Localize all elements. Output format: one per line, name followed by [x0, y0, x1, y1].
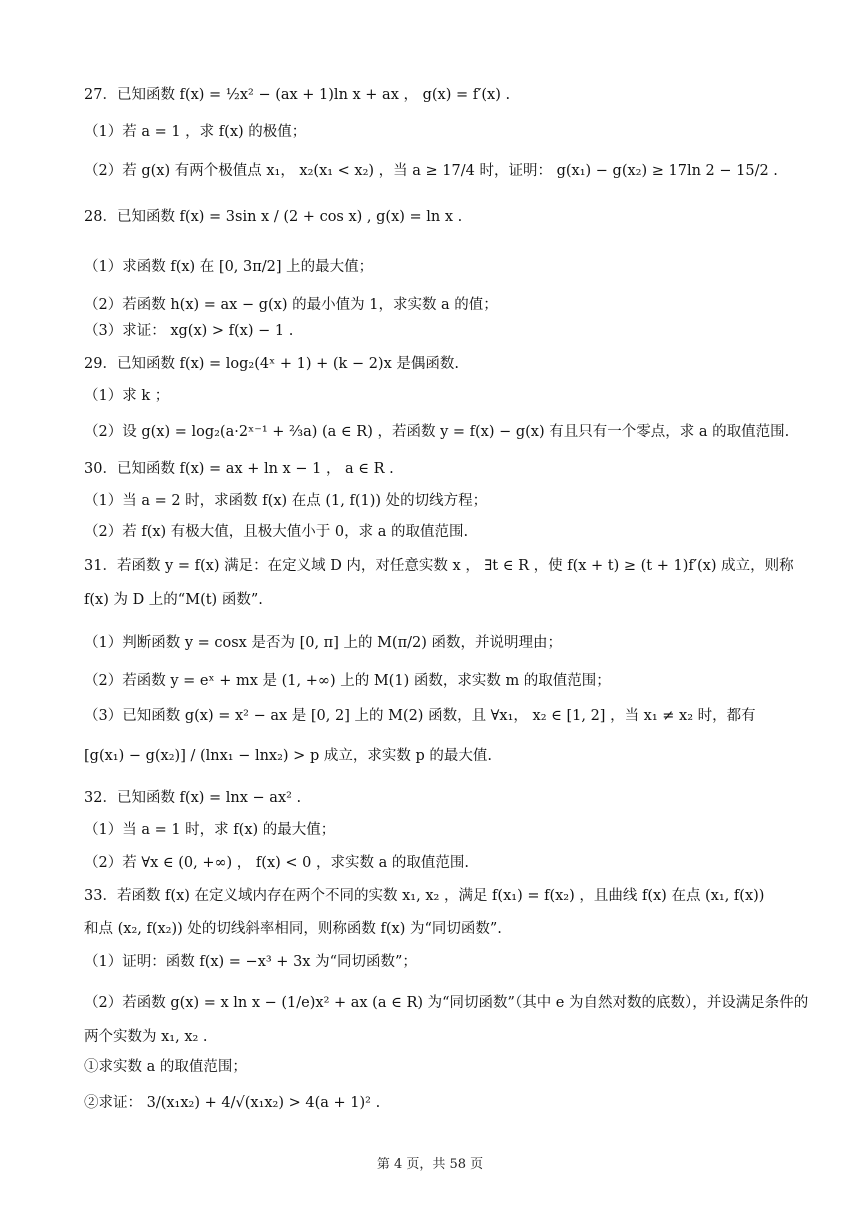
problem-28-stem: 28．已知函数 f(x) = 3sin x / (2 + cos x) , g(x) = ln x . [84, 209, 463, 225]
problem-29-part-2: （2）设 g(x) = log₂(a·2ˣ⁻¹ + ⅔a) (a ∈ R) ，若函数 y = f(x) − g(x) 有且只有一个零点，求 a 的取值范围. [84, 424, 790, 440]
problem-28-part-1: （1）求函数 f(x) 在 [0, 3π/2] 上的最大值； [84, 259, 374, 275]
problem-33-stem: 33．若函数 f(x) 在定义域内存在两个不同的实数 x₁, x₂ ，满足 f(x₁) = f(x₂) ，且曲线 f(x) 在点 (x₁, f(x)) [84, 888, 765, 904]
problem-31-part-2: （2）若函数 y = eˣ + mx 是 (1, +∞) 上的 M(1) 函数，求实数 m 的取值范围； [84, 673, 611, 689]
problem-28-part-3: （3）求证： xg(x) > f(x) − 1 . [84, 323, 294, 339]
problem-33-part-1: （1）证明：函数 f(x) = −x³ + 3x 为“同切函数”； [84, 954, 417, 970]
problem-33-stem-cont: 和点 (x₂, f(x₂)) 处的切线斜率相同，则称函数 f(x) 为“同切函数”. [84, 921, 502, 937]
problem-33-part-2-cont: 两个实数为 x₁, x₂ . [84, 1029, 208, 1045]
problem-30-part-1: （1）当 a = 2 时，求函数 f(x) 在点 (1, f(1)) 处的切线方程； [84, 493, 488, 509]
problem-27-stem: 27．已知函数 f(x) = ½x² − (ax + 1)ln x + ax ， g(x) = f′(x) . [84, 87, 511, 103]
problem-30-stem: 30．已知函数 f(x) = ax + ln x − 1 ， a ∈ R . [84, 461, 394, 477]
problem-29-stem: 29．已知函数 f(x) = log₂(4ˣ + 1) + (k − 2)x 是偶函数. [84, 356, 459, 372]
problem-33-part-2: （2）若函数 g(x) = x ln x − (1/e)x² + ax (a ∈ R) 为“同切函数”（其中 e 为自然对数的底数），并设满足条件的 [84, 995, 809, 1011]
problem-32-part-2: （2）若 ∀x ∈ (0, +∞) ， f(x) < 0 ，求实数 a 的取值范围. [84, 855, 469, 871]
problem-31-stem: 31．若函数 y = f(x) 满足：在定义域 D 内，对任意实数 x ， ∃t ∈ R ，使 f(x + t) ≥ (t + 1)f′(x) 成立，则称 [84, 558, 794, 574]
problem-31-part-1: （1）判断函数 y = cosx 是否为 [0, π] 上的 M(π/2) 函数，并说明理由； [84, 635, 562, 651]
problem-29-part-1: （1）求 k ； [84, 388, 170, 404]
problem-30-part-2: （2）若 f(x) 有极大值，且极大值小于 0，求 a 的取值范围. [84, 524, 469, 540]
problem-27-part-1: （1）若 a = 1 ，求 f(x) 的极值； [84, 124, 307, 140]
page-footer: 第 4 页，共 58 页 [376, 1157, 484, 1172]
problem-32-stem: 32．已知函数 f(x) = lnx − ax² . [84, 790, 302, 806]
problem-33-subpart-2: ②求证： 3/(x₁x₂) + 4/√(x₁x₂) > 4(a + 1)² . [84, 1095, 381, 1111]
problem-33-subpart-1: ①求实数 a 的取值范围； [84, 1059, 247, 1075]
problem-31-part-3: （3）已知函数 g(x) = x² − ax 是 [0, 2] 上的 M(2) 函数，且 ∀x₁， x₂ ∈ [1, 2] ，当 x₁ ≠ x₂ 时，都有 [84, 708, 756, 724]
problem-27-part-2: （2）若 g(x) 有两个极值点 x₁， x₂(x₁ < x₂) ，当 a ≥ 17/4 时，证明： g(x₁) − g(x₂) ≥ 17ln 2 − 15/2 . [84, 163, 778, 179]
problem-32-part-1: （1）当 a = 1 时，求 f(x) 的最大值； [84, 822, 336, 838]
problem-28-part-2: （2）若函数 h(x) = ax − g(x) 的最小值为 1，求实数 a 的值； [84, 297, 498, 313]
problem-31-part-3-cont: [g(x₁) − g(x₂)] / (lnx₁ − lnx₂) > p 成立，求实数 p 的最大值. [84, 748, 492, 764]
problem-31-stem-cont: f(x) 为 D 上的“M(t) 函数”. [84, 592, 263, 608]
